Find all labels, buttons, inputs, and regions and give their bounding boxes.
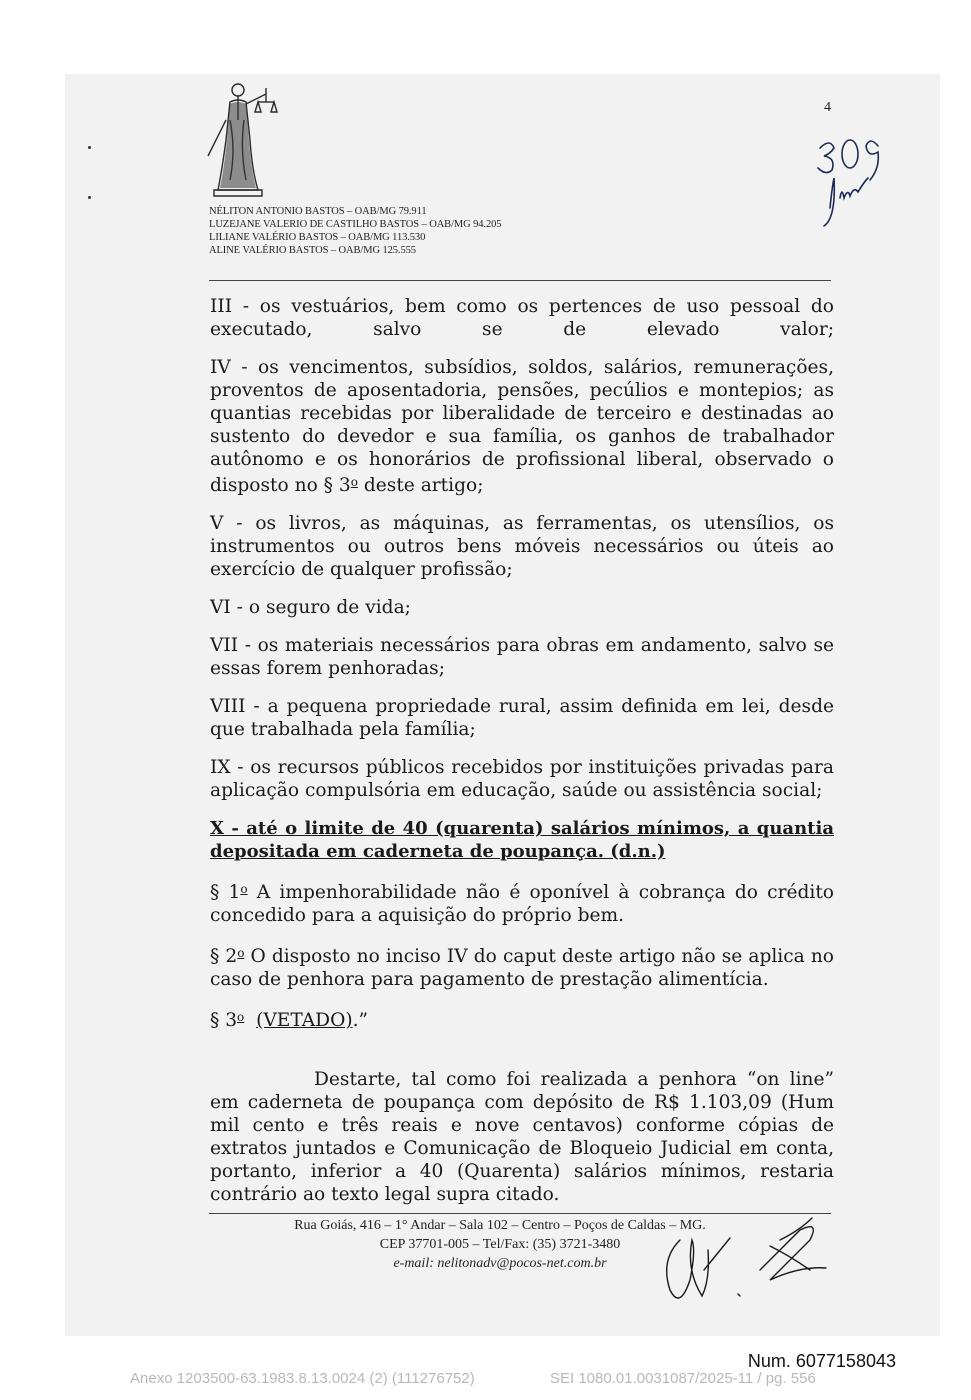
office-phone: CEP 37701-005 – Tel/Fax: (35) 3721-3480	[379, 1237, 621, 1252]
argument-paragraph: Destarte, tal como foi realizada a penhora “on line” em caderneta de poupança com depósito de R$ 1.103,09 (Hum mil cento e três reais e nove centavos) conforme cópias de extratos juntados e Comunicação de Bloqueio Judicial em conta, portanto, inferior a 40 (Quarenta) salários mínimos, restaria contrário ao texto legal supra citado.	[210, 1069, 834, 1205]
attorney-name: LILIANE VALÉRIO BASTOS – OAB/MG 113.530	[209, 232, 426, 243]
document-body	[210, 295, 834, 1221]
document-number: Num. 6077158043	[747, 1351, 896, 1371]
handwritten-page-annotation	[810, 118, 890, 238]
handwritten-signatures	[650, 1210, 850, 1310]
attorney-list	[209, 205, 501, 257]
scan-speck	[88, 146, 91, 149]
article-item-v: V - os livros, as máquinas, as ferramentas, os utensílios, os instrumentos ou outros bens móveis necessários ou úteis ao exercício de qualquer profissão;	[210, 513, 834, 580]
sei-reference: SEI 1080.01.0031087/2025-11 / pg. 556	[550, 1370, 816, 1387]
ordinal-indicator: o	[350, 475, 358, 489]
ordinal-indicator: o	[240, 882, 248, 896]
ordinal-indicator: o	[237, 946, 245, 960]
section-sign: § 2	[210, 946, 238, 967]
item-text: IV - os vencimentos, subsídios, soldos, salários, remunerações, proventos de aposentadoria, pensões, pecúlios e montepios; as quantias recebidas por liberalidade de terceiro e destinadas ao sustento do devedor e sua família, os ganhos de trabalhador autônomo e os honorários de profissional liberal, observado o disposto no § 3	[210, 357, 834, 496]
ordinal-indicator: o	[237, 1010, 245, 1024]
paragraph-3	[210, 1006, 834, 1032]
paragraph-2	[210, 942, 834, 991]
vetoed-label: (VETADO)	[256, 1010, 353, 1031]
article-item-viii: VIII - a pequena propriedade rural, assim definida em lei, desde que trabalhada pela família;	[210, 696, 834, 740]
section-sign: § 1	[210, 882, 241, 903]
attorney-name: NÉLITON ANTONIO BASTOS – OAB/MG 79.911	[209, 206, 427, 217]
article-item-ix: IX - os recursos públicos recebidos por instituições privadas para aplicação compulsória em educação, saúde ou assistência social;	[210, 757, 834, 801]
paragraph-text: A impenhorabilidade não é oponível à cobrança do crédito concedido para a aquisição do próprio bem.	[210, 882, 834, 926]
paragraph-text: O disposto no inciso IV do caput deste artigo não se aplica no caso de penhora para pagamento de prestação alimentícia.	[210, 946, 834, 990]
closing-quote: .”	[352, 1010, 369, 1031]
attorney-name: LUZEJANE VALERIO DE CASTILHO BASTOS – OAB/MG 94.205	[209, 219, 502, 230]
article-item-vi: VI - o seguro de vida;	[210, 597, 411, 618]
justice-statue-icon	[200, 80, 280, 198]
office-address: Rua Goiás, 416 – 1° Andar – Sala 102 – Centro – Poços de Caldas – MG.	[294, 1218, 706, 1233]
page-number: 4	[824, 100, 831, 115]
item-text: deste artigo;	[357, 475, 484, 496]
article-item-iii: III - os vestuários, bem como os pertences de uso pessoal do executado, salvo se de elevado valor;	[210, 296, 834, 340]
article-item-iv	[210, 356, 834, 497]
office-email: e-mail: nelitonadv@pocos-net.com.br	[393, 1256, 607, 1271]
article-item-x-highlighted: X - até o limite de 40 (quarenta) salários mínimos, a quantia depositada em caderneta de poupança. (d.n.)	[210, 818, 834, 862]
header-divider	[209, 280, 831, 281]
section-sign: § 3	[210, 1010, 238, 1031]
attorney-name: ALINE VALÉRIO BASTOS – OAB/MG 125.555	[209, 245, 416, 256]
paragraph-1	[210, 878, 834, 927]
annex-reference: Anexo 1203500-63.1983.8.13.0024 (2) (111276752)	[130, 1370, 475, 1387]
scan-speck	[88, 196, 91, 199]
article-item-vii: VII - os materiais necessários para obras em andamento, salvo se essas forem penhoradas;	[210, 635, 834, 679]
